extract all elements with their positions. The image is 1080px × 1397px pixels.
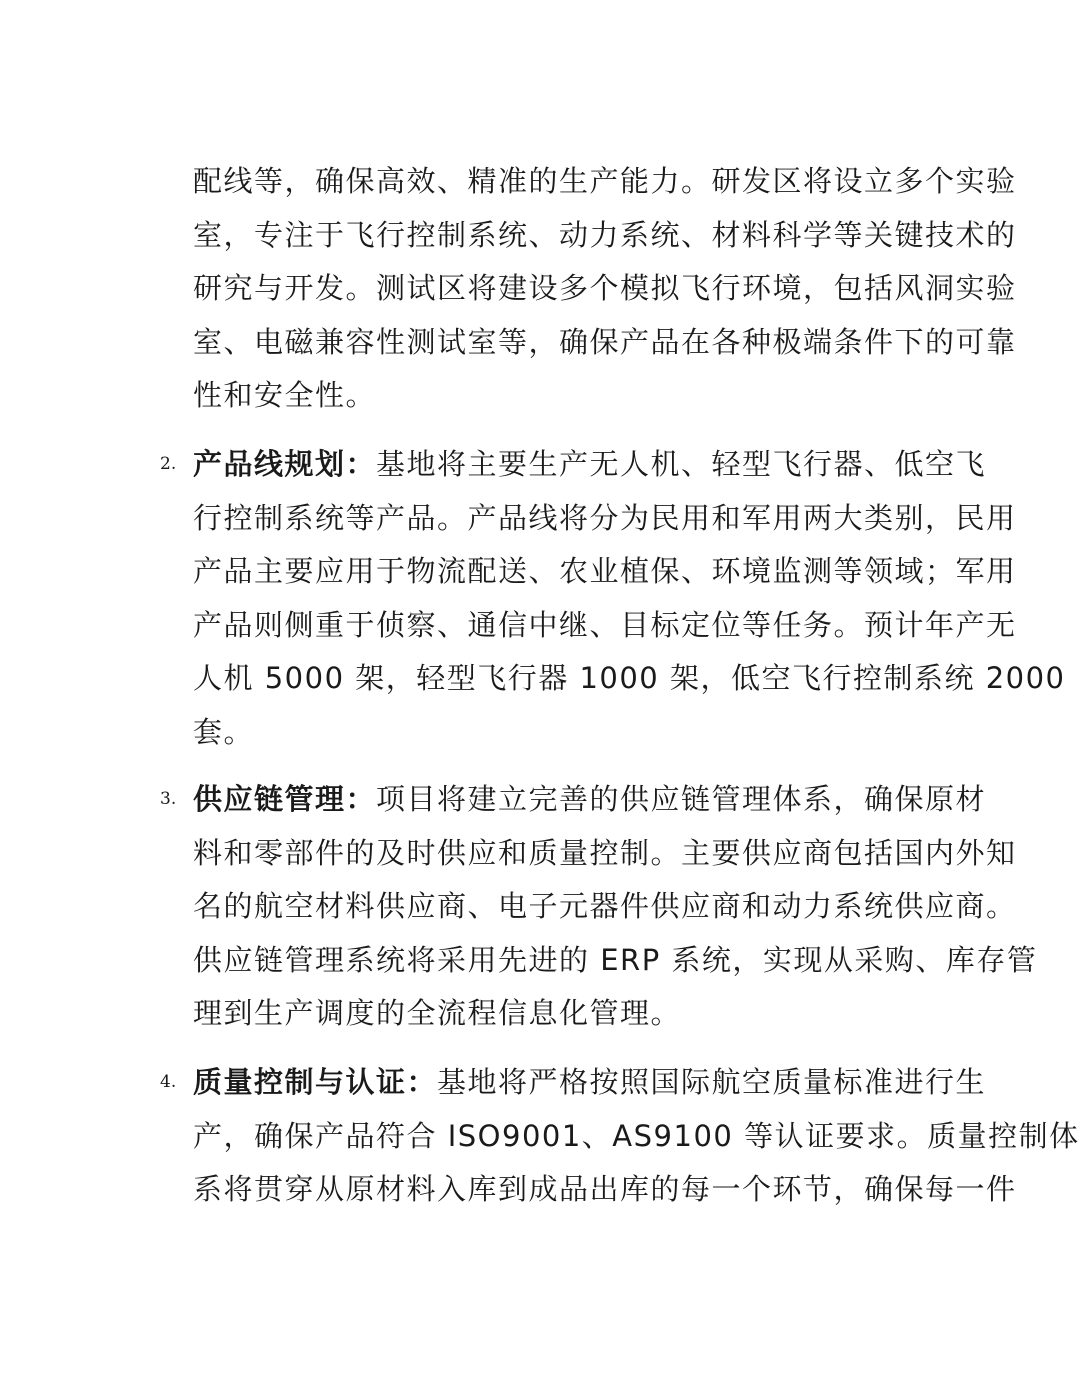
item-first-line-text: 基地将严格按照国际航空质量标准进行生 <box>437 1065 987 1099</box>
list-item-number: 3. <box>160 789 177 809</box>
paragraph-line <box>193 1056 987 1110</box>
paragraph-line: 性和安全性。 <box>193 378 377 412</box>
list-item-supply-chain <box>160 773 1038 1041</box>
paragraph-line: 产品主要应用于物流配送、农业植保、环境监测等领域；军用 <box>193 554 1017 588</box>
item-first-line-text: 项目将建立完善的供应链管理体系，确保原材 <box>376 782 987 816</box>
list-item-product-line <box>160 438 1066 759</box>
item-heading: 供应链管理： <box>193 782 377 816</box>
list-item-number: 2. <box>160 454 177 474</box>
paragraph-line <box>193 773 987 827</box>
list-item-number: 4. <box>160 1072 177 1092</box>
paragraph-line: 套。 <box>193 714 255 749</box>
paragraph-line: 配线等，确保高效、精准的生产能力。研发区将设立多个实验 <box>193 164 1017 198</box>
item-first-line-text: 基地将主要生产无人机、轻型飞行器、低空飞 <box>376 447 987 481</box>
paragraph-line: 产，确保产品符合 ISO9001、AS9100 等认证要求。质量控制体 <box>193 1118 1080 1153</box>
paragraph-line: 系将贯穿从原材料入库到成品出库的每一个环节，确保每一件 <box>193 1172 1017 1206</box>
paragraph-line: 研究与开发。测试区将建设多个模拟飞行环境，包括风洞实验 <box>193 271 1017 305</box>
paragraph-line: 室、电磁兼容性测试室等，确保产品在各种极端条件下的可靠 <box>193 324 1017 359</box>
list-item-quality-control <box>160 1056 1080 1217</box>
paragraph-line <box>193 438 987 492</box>
paragraph-line: 行控制系统等产品。产品线将分为民用和军用两大类别，民用 <box>193 500 1017 535</box>
paragraph-line: 室，专注于飞行控制系统、动力系统、材料科学等关键技术的 <box>193 217 1017 252</box>
item-heading: 质量控制与认证： <box>193 1065 438 1099</box>
paragraph-line: 名的航空材料供应商、电子元器件供应商和动力系统供应商。 <box>193 889 1017 923</box>
paragraph-line: 产品则侧重于侦察、通信中继、目标定位等任务。预计年产无 <box>193 607 1017 642</box>
paragraph-line: 供应链管理系统将采用先进的 ERP 系统，实现从采购、库存管 <box>193 942 1038 977</box>
paragraph-line: 理到生产调度的全流程信息化管理。 <box>193 996 682 1030</box>
paragraph-line: 料和零部件的及时供应和质量控制。主要供应商包括国内外知 <box>193 835 1017 870</box>
paragraph-line: 人机 5000 架，轻型飞行器 1000 架，低空飞行控制系统 2000 <box>193 661 1066 695</box>
intro-paragraph <box>193 155 1017 423</box>
item-heading: 产品线规划： <box>193 447 377 481</box>
